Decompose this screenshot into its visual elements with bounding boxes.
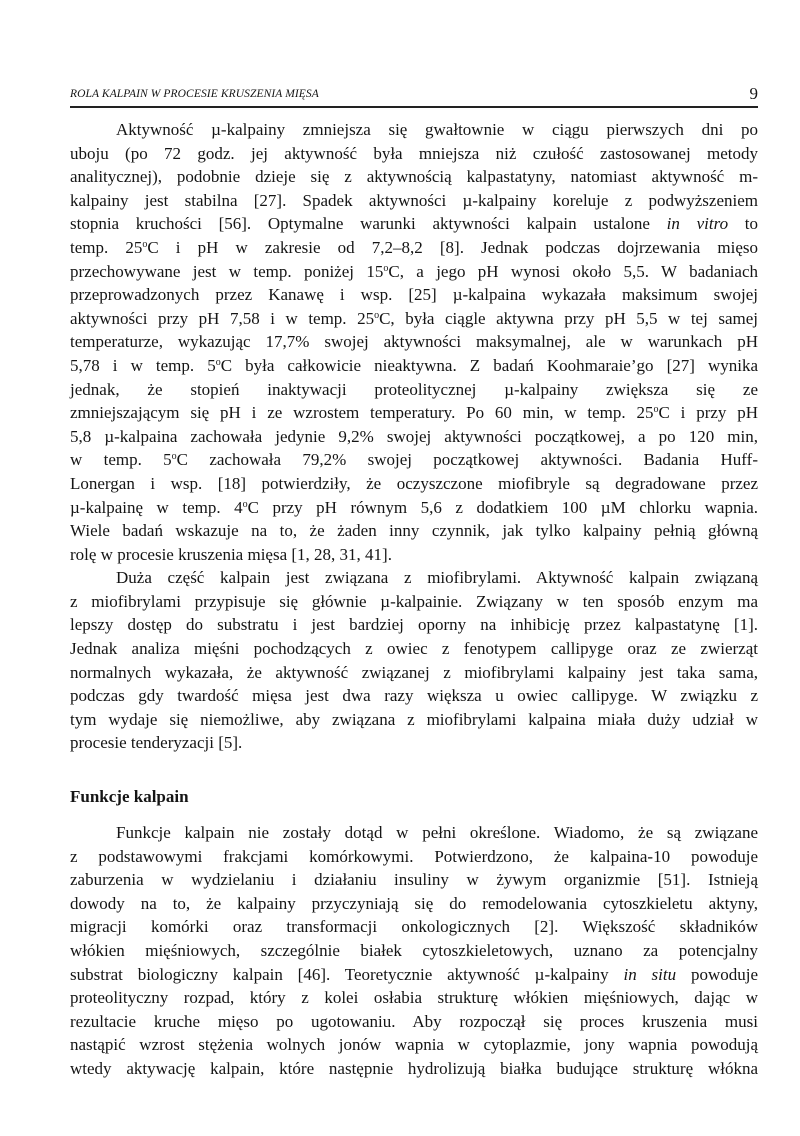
text-segment: z miofibrylami przypisuje się głównie µ-kalpainie. Związany w ten sposób enzym ma — [70, 591, 758, 611]
superscript: o — [653, 404, 659, 416]
text-segment: Duża część kalpain jest związana z miofibrylami. Aktywność kalpain związaną — [116, 568, 758, 588]
text-segment: z podstawowymi frakcjami komórkowymi. Potwierdzono, że kalpaina-10 powoduje — [70, 846, 758, 866]
paragraph — [70, 566, 758, 755]
text-segment: temperaturze, wykazując 17,7% swojej aktywności maksymalnej, ale w warunkach pH — [70, 332, 758, 352]
text-segment: w temp. 5 — [70, 450, 172, 470]
text-line — [70, 1057, 758, 1081]
text-line — [70, 496, 758, 520]
text-segment: C, była ciągle aktywna przy pH 5,5 w tej samej — [379, 308, 759, 328]
text-line — [70, 378, 758, 402]
text-segment: przechowywane jest w temp. poniżej 15 — [70, 261, 384, 281]
text-line — [70, 189, 758, 213]
text-segment: Jednak analiza mięśni pochodzących z owiec z fenotypem callipyge oraz ze zwierząt — [70, 639, 758, 659]
text-line — [70, 821, 758, 845]
running-header-title: ROLA KALPAIN W PROCESIE KRUSZENIA MIĘSA — [70, 88, 319, 100]
text-line — [70, 963, 758, 987]
superscript: o — [142, 238, 148, 250]
text-line — [70, 1010, 758, 1034]
section-heading: Funkcje kalpain — [70, 787, 189, 807]
text-line — [70, 236, 758, 260]
text-segment: powoduje — [676, 964, 759, 984]
paragraph — [70, 118, 758, 566]
text-segment: procesie tenderyzacji [5]. — [70, 733, 243, 753]
text-segment: C przy pH równym 5,6 z dodatkiem 100 µM chlorku wapnia. — [247, 497, 758, 517]
paragraph — [70, 821, 758, 1081]
text-segment: zaburzenia w wydzielaniu i działaniu insuliny w żywym organizmie [51]. Istnieją — [70, 870, 758, 890]
text-segment: Wiele badań wskazuje na to, że żaden inny czynnik, jak tylko kalpainy pełnią główną — [70, 521, 758, 541]
text-segment: zmniejszającym się pH i ze wzrostem temperatury. Po 60 min, w temp. 25 — [70, 403, 654, 423]
text-segment: to — [728, 214, 758, 234]
text-line — [70, 212, 758, 236]
text-segment: µ-kalpainę w temp. 4 — [70, 497, 243, 517]
text-segment: włókien mięśniowych, szczególnie białek cytoszkieletowych, uznano za potencjalny — [70, 940, 758, 960]
text-segment: Lonergan i wsp. [18] potwierdziły, że oczyszczone miofibryle są degradowane przez — [70, 473, 758, 493]
text-line — [70, 448, 758, 472]
text-line — [70, 731, 758, 755]
text-line — [70, 684, 758, 708]
text-line — [70, 330, 758, 354]
superscript: o — [171, 451, 177, 463]
text-line — [70, 425, 758, 449]
text-segment: 5,8 µ-kalpaina zachowała jedynie 9,2% swojej aktywności początkowej, a po 120 min, — [70, 426, 758, 446]
running-header — [70, 86, 758, 108]
text-line — [70, 986, 758, 1010]
text-segment: C i przy pH — [658, 403, 759, 423]
text-segment: nastąpić wzrost stężenia wolnych jonów wapnia w cytoplazmie, jony wapnia powodują — [70, 1035, 758, 1055]
italic-text: in vitro — [666, 214, 729, 234]
text-line — [70, 142, 758, 166]
text-line — [70, 519, 758, 543]
text-line — [70, 590, 758, 614]
text-segment: rolę w procesie kruszenia mięsa [1, 28, 31, 41]. — [70, 544, 392, 564]
text-line — [70, 354, 758, 378]
text-segment: proteolityczny rozpad, który z kolei osłabia strukturę włókien mięśniowych, dając w — [70, 988, 758, 1008]
text-segment: analitycznej), podobnie dzieje się z aktywnością kalpastatyny, natomiast aktywność m- — [70, 167, 758, 187]
text-segment: C zachowała 79,2% swojej początkowej aktywności. Badania Huff- — [176, 450, 758, 470]
text-segment: tym wydaje się niemożliwe, aby związana z miofibrylami kalpaina miała duży udział w — [70, 709, 758, 729]
text-line — [70, 915, 758, 939]
text-line — [70, 939, 758, 963]
text-segment: podczas gdy twardość mięsa jest dwa razy większa u owiec callipyge. W związku z — [70, 686, 758, 706]
text-segment: dowody na to, że kalpainy przyczyniają się do remodelowania cytoszkieletu aktyny, — [70, 893, 758, 913]
text-line — [70, 543, 758, 567]
text-segment: C, a jego pH wynosi około 5,5. W badaniach — [388, 261, 759, 281]
text-segment: migracji komórki oraz transformacji onkologicznych [2]. Większość składników — [70, 917, 758, 937]
text-line — [70, 845, 758, 869]
text-line — [70, 1033, 758, 1057]
text-segment: przeprowadzonych przez Kanawę i wsp. [25] µ-kalpaina wykazała maksimum swojej — [70, 285, 758, 305]
text-segment: normalnych wykazała, że aktywność związanej z miofibrylami kalpainy jest taka sama, — [70, 662, 758, 682]
text-line — [70, 868, 758, 892]
text-line — [70, 613, 758, 637]
text-segment: stopnia kruchości [56]. Optymalne warunki aktywności kalpain ustalone — [70, 214, 667, 234]
text-line — [70, 892, 758, 916]
italic-text: in situ — [623, 964, 677, 984]
text-segment: uboju (po 72 godz. jej aktywność była mniejsza niż czułość zastosowanej metody — [70, 143, 758, 163]
text-line — [70, 260, 758, 284]
superscript: o — [242, 498, 248, 510]
text-segment: Aktywność µ-kalpainy zmniejsza się gwałtownie w ciągu pierwszych dni po — [116, 120, 758, 139]
text-segment: kalpainy jest stabilna [27]. Spadek aktywności µ-kalpainy koreluje z podwyższeniem — [70, 190, 758, 210]
text-line — [70, 307, 758, 331]
body-text — [70, 118, 758, 1081]
text-segment: jednak, że stopień inaktywacji proteolitycznej µ-kalpainy zwiększa się ze — [70, 379, 758, 399]
text-line — [70, 472, 758, 496]
text-segment: lepszy dostęp do substratu i jest bardziej oporny na inhibicję przez kalpastatynę [1]. — [70, 615, 758, 635]
text-segment: substrat biologiczny kalpain [46]. Teoretycznie aktywność µ-kalpainy — [70, 964, 624, 984]
text-segment: wtedy aktywację kalpain, które następnie hydrolizują białka budujące strukturę włókna — [70, 1058, 758, 1078]
text-segment: rezultacie kruche mięso po ugotowaniu. Aby rozpoczął się proces kruszenia musi — [70, 1011, 758, 1031]
text-line — [70, 661, 758, 685]
text-line — [70, 401, 758, 425]
superscript: o — [215, 356, 221, 368]
text-line — [70, 118, 758, 142]
superscript: o — [374, 309, 380, 321]
text-line — [70, 165, 758, 189]
page-number: 9 — [749, 84, 758, 103]
text-line — [70, 708, 758, 732]
text-line — [70, 283, 758, 307]
text-segment: C była całkowicie nieaktywna. Z badań Koohmaraie’go [27] wynika — [220, 355, 758, 375]
text-line — [70, 637, 758, 661]
superscript: o — [383, 262, 389, 274]
text-segment: aktywności przy pH 7,58 i w temp. 25 — [70, 308, 375, 328]
text-line — [70, 566, 758, 590]
text-segment: Funkcje kalpain nie zostały dotąd w pełni określone. Wiadomo, że są związane — [116, 823, 758, 843]
text-segment: 5,78 i w temp. 5 — [70, 355, 216, 375]
text-segment: temp. 25 — [70, 237, 143, 257]
text-segment: C i pH w zakresie od 7,2–8,2 [8]. Jednak podczas dojrzewania mięso — [147, 237, 758, 257]
